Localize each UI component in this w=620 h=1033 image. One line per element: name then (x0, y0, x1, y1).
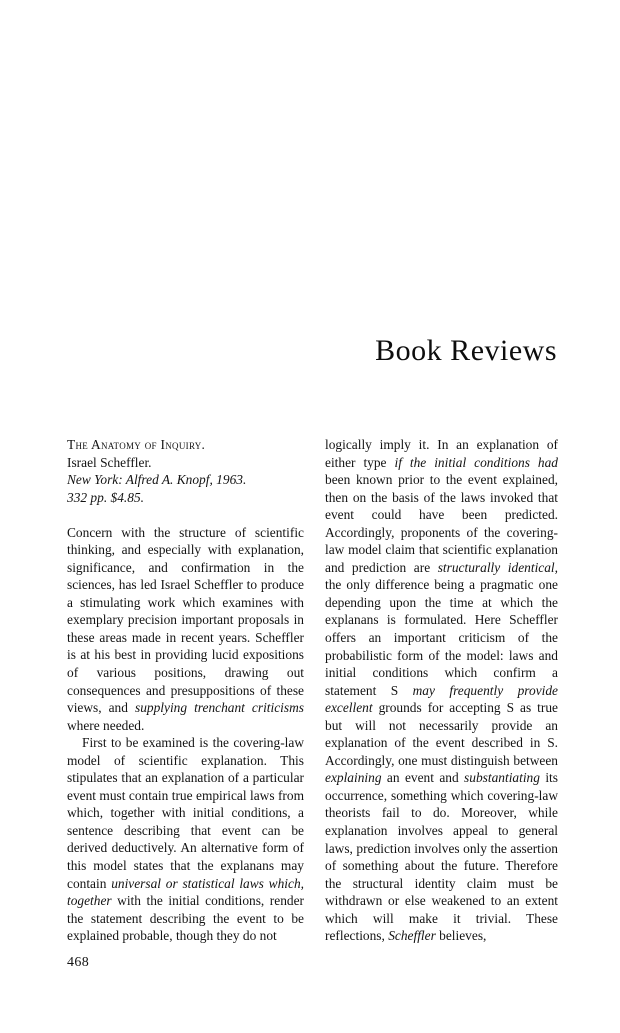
page-title: Book Reviews (375, 334, 557, 367)
text-run: where needed. (67, 717, 145, 733)
text-run: with the initial conditions, render the statement describing the event to be explained probable, though they do not (67, 893, 304, 944)
text-run: logically imply it. In an explanation of either type (325, 437, 558, 470)
text-run: believes, (435, 928, 487, 944)
emphasis-run: if the initial conditions had (394, 454, 558, 470)
text-run: Concern with the structure of scientific thinking, and especially with explanation, significance, and confirmation in the sciences, has led Israel Scheffler to produce a stimulating work which examines with exemplary precision important proposals in these areas made in recent years. Scheffler is at his best in providing lucid expositions of various positions, drawing out consequences and presuppositions of these views, and (67, 524, 304, 716)
text-run: been known prior to the event explained, then on the basis of the laws invoked that event could have been predicted. Accordingly, proponents of the covering-law model claim that scientific explanation and prediction are (325, 472, 558, 575)
citation-extent-price: 332 pp. $4.85. (67, 489, 144, 505)
page-number: 468 (67, 955, 90, 970)
left-column-paragraphs (67, 524, 304, 945)
emphasis-run: may frequently provide excellent (325, 682, 558, 716)
para-3 (325, 436, 558, 945)
emphasis-run: substantiating (464, 770, 540, 786)
text-run: the only difference being a pragmatic one depending upon the time at which the explanans is formulated. Here Scheffler offers an important criticism of the probabilistic form of the model: laws and initial conditions which confirm a statement S (325, 577, 558, 698)
text-column-right (325, 436, 558, 945)
right-column-paragraphs (325, 436, 558, 945)
para-1 (67, 524, 304, 735)
citation-author: Israel Scheffler. (67, 454, 152, 470)
emphasis-run: universal or statistical laws which, together (67, 875, 304, 909)
emphasis-run: Scheffler (388, 928, 436, 944)
text-run: First to be examined is the covering-law model of scientific explanation. This stipulates that an explanation of a particular event must contain true empirical laws from which, together with initial conditions, a sentence describing that event can be derived deductively. An alternative form of this model states that the explanans may contain (67, 735, 304, 891)
emphasis-run: structurally identical, (437, 559, 558, 575)
text-run: grounds for accepting S as true but will not necessarily provide an explanation of the event described in S. Accordingly, one must distinguish between (325, 700, 558, 768)
book-citation (67, 436, 304, 506)
text-run: its occurrence, something which covering-law theorists fail to do. Moreover, while explanation involves appeal to general laws, prediction involves only the assertion of something about the future. Therefore the structural identity claim must be withdrawn or else weakened to an extent which will make it trivial. These reflections, (325, 770, 558, 944)
emphasis-run: explaining (325, 770, 382, 786)
citation-imprint: New York: Alfred A. Knopf, 1963. (67, 472, 247, 488)
emphasis-run: supplying trenchant criticisms (134, 700, 304, 716)
citation-title: The Anatomy of Inquiry. (67, 437, 206, 452)
text-column-left (67, 436, 304, 945)
text-run: an event and (381, 770, 465, 786)
para-2 (67, 734, 304, 945)
